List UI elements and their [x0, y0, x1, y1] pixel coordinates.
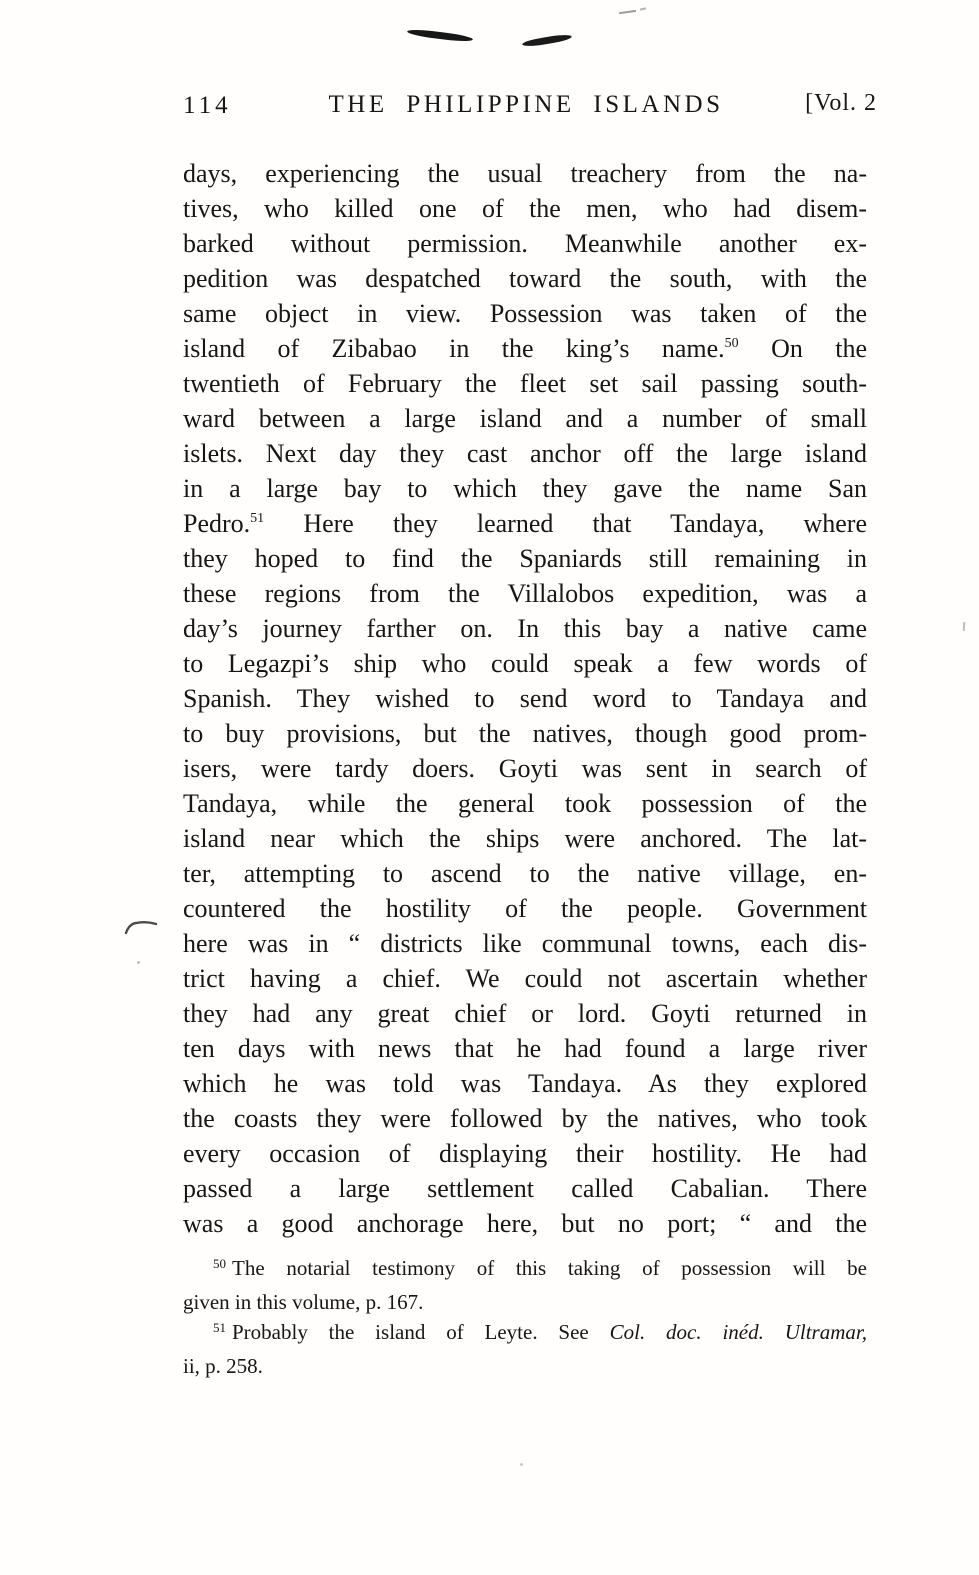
body-line	[183, 331, 867, 366]
body-line: ter, attempting to ascend to the native village, en-	[183, 859, 867, 888]
body-line: the coasts they were followed by the natives, who took	[183, 1104, 867, 1133]
body-line: they hoped to find the Spaniards still remaining in	[183, 544, 867, 573]
scan-speck-bottom	[520, 1463, 523, 1466]
body-line: they had any great chief or lord. Goyti returned in	[183, 999, 867, 1028]
body-line: islets. Next day they cast anchor off the large island	[183, 439, 867, 468]
footnote-50-line-2: given in this volume, p. 167.	[183, 1289, 424, 1314]
body-line: here was in “ districts like communal towns, each dis-	[183, 929, 867, 958]
volume-label: [Vol. 2	[805, 90, 877, 116]
body-line-text: Pedro.	[183, 509, 251, 538]
body-line: trict having a chief. We could not ascertain whether	[183, 964, 867, 993]
footnote-51-line-1	[183, 1317, 867, 1351]
body-line: isers, were tardy doers. Goyti was sent in search of	[183, 754, 867, 783]
scan-smudge-left	[407, 28, 473, 43]
citation-title: Col. doc. inéd. Ultramar,	[609, 1320, 867, 1344]
body-line-text: Here they learned that Tandaya, where	[303, 509, 867, 538]
body-line: every occasion of displaying their hostility. He had	[183, 1139, 867, 1168]
body-line: days, experiencing the usual treachery from the na-	[183, 159, 867, 188]
body-line-text: On the	[771, 334, 867, 363]
body-line: Tandaya, while the general took possession of the	[183, 789, 867, 818]
body-line: tives, who killed one of the men, who had disem-	[183, 194, 867, 223]
margin-pencil-mark	[124, 917, 158, 939]
body-line: ten days with news that he had found a large river	[183, 1034, 867, 1063]
body-line: these regions from the Villalobos expedition, was a	[183, 579, 867, 608]
margin-pencil-dot	[137, 961, 140, 964]
footnote-marker-51: 51	[213, 1320, 226, 1335]
footnote-50-line-1	[183, 1253, 867, 1287]
body-line: island near which the ships were anchored. The lat-	[183, 824, 867, 853]
page-number: 114	[183, 92, 232, 119]
footnote-ref-51: 51	[250, 511, 265, 526]
body-line-text: island of Zibabao in the king’s name.	[183, 334, 725, 363]
footnote-ref-50: 50	[724, 336, 739, 351]
body-line: same object in view. Possession was taken of the	[183, 299, 867, 328]
body-line: countered the hostility of the people. Government	[183, 894, 867, 923]
body-line: to Legazpi’s ship who could speak a few words of	[183, 649, 867, 678]
footnotes	[183, 1253, 867, 1381]
scan-speck-top	[619, 10, 636, 14]
body-text	[183, 156, 867, 1241]
scan-smudge-right	[522, 33, 572, 48]
body-line: day’s journey farther on. In this bay a native came	[183, 614, 867, 643]
body-line: Spanish. They wished to send word to Tandaya and	[183, 684, 867, 713]
body-line: in a large bay to which they gave the name San	[183, 474, 867, 503]
body-line: ward between a large island and a number of small	[183, 404, 867, 433]
body-line: was a good anchorage here, but no port; “ and the	[183, 1209, 867, 1238]
footnote-50-text: The notarial testimony of this taking of possession will be	[232, 1256, 867, 1280]
body-line: barked without permission. Meanwhile another ex-	[183, 229, 867, 258]
body-line: to buy provisions, but the natives, though good prom-	[183, 719, 867, 748]
scan-speck-right-margin	[963, 622, 966, 631]
body-line: passed a large settlement called Cabalian. There	[183, 1174, 867, 1203]
scan-speck-top-small	[640, 7, 646, 10]
body-line: which he was told was Tandaya. As they explored	[183, 1069, 867, 1098]
running-title: THE PHILIPPINE ISLANDS	[328, 91, 724, 118]
footnote-51-text: Probably the island of Leyte. See	[232, 1320, 610, 1344]
footnote-marker-50: 50	[213, 1256, 226, 1271]
page-header	[183, 90, 877, 124]
body-line: pedition was despatched toward the south, with the	[183, 264, 867, 293]
body-line	[183, 506, 867, 541]
footnote-51-line-2: ii, p. 258.	[183, 1353, 263, 1378]
body-line: twentieth of February the fleet set sail passing south-	[183, 369, 867, 398]
